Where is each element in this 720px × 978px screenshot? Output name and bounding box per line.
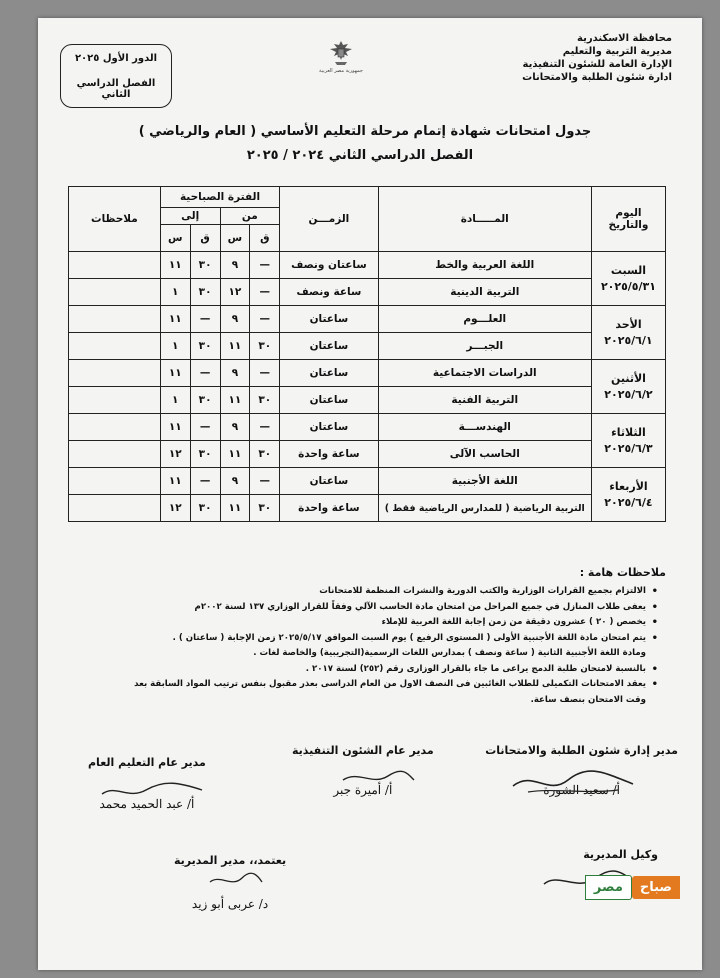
from-minutes-cell: — bbox=[250, 468, 280, 495]
watermark-logo bbox=[550, 872, 680, 902]
to-hours-cell: ١ bbox=[160, 333, 190, 360]
subject-cell: العلـــوم bbox=[378, 306, 591, 333]
document-subtitle: الفصل الدراسي الثاني ٢٠٢٤ / ٢٠٢٥ bbox=[246, 148, 474, 163]
note-continuation: وقت الامتحان بنصف ساعة. bbox=[530, 694, 646, 705]
table-row bbox=[69, 252, 666, 279]
from-minutes-cell: — bbox=[250, 414, 280, 441]
notes-cell bbox=[69, 252, 161, 279]
to-minutes-cell: ٣٠ bbox=[190, 441, 220, 468]
subject-cell: اللغة العربية والخط bbox=[378, 252, 591, 279]
to-minutes-cell: ٣٠ bbox=[190, 495, 220, 522]
from-minutes-cell: — bbox=[250, 360, 280, 387]
table-row bbox=[69, 333, 666, 360]
notes-cell bbox=[69, 387, 161, 414]
signature-name: أ/ أميرة جبر bbox=[333, 783, 393, 797]
duration-cell: ساعة واحدة bbox=[280, 441, 378, 468]
note-continuation: ومادة اللغة الأجنبية الثانية ( ساعة ونصف ) بمدارس اللغات الرسمية(التجريبية) والخاصة لغات . bbox=[253, 648, 646, 658]
from-hours-cell: ٩ bbox=[220, 306, 250, 333]
header-date: والتاريخ bbox=[608, 219, 649, 231]
to-minutes-cell: — bbox=[190, 414, 220, 441]
eagle-icon bbox=[326, 38, 356, 68]
notes-cell bbox=[69, 441, 161, 468]
to-minutes-cell: — bbox=[190, 360, 220, 387]
notes-cell bbox=[69, 306, 161, 333]
subject-cell: التربية الفنية bbox=[378, 387, 591, 414]
to-hours-cell: ١١ bbox=[160, 306, 190, 333]
note-item: • يعفى طلاب المنازل في جميع المراحل من امتحان مادة الحاسب الآلي وفقاً للقرار الوزاري ١٣٧ لسنة ٢٠٠٢م bbox=[78, 600, 658, 616]
to-hours-cell: ١١ bbox=[160, 360, 190, 387]
table-row bbox=[69, 306, 666, 333]
from-hours-cell: ١١ bbox=[220, 441, 250, 468]
duration-cell: ساعتان bbox=[280, 468, 378, 495]
day-cell bbox=[591, 252, 665, 306]
day-name: السبت bbox=[610, 263, 647, 277]
header-duration: الزمـــن bbox=[280, 187, 378, 252]
notes-cell bbox=[69, 414, 161, 441]
header-to: إلى bbox=[160, 208, 220, 225]
signature-name: أ/ سعيد الشورة bbox=[543, 783, 620, 797]
signature-title: يعتمد،، مدير المديرية bbox=[174, 854, 287, 867]
duration-cell: ساعتان ونصف bbox=[280, 252, 378, 279]
notes-heading: ملاحظات هامة : bbox=[579, 566, 666, 579]
to-minutes-cell: ٣٠ bbox=[190, 333, 220, 360]
to-hours-cell: ١١ bbox=[160, 252, 190, 279]
notes-cell bbox=[69, 279, 161, 306]
signature-title: مدير عام الشئون التنفيذية bbox=[292, 744, 434, 757]
subject-cell: الجبـــر bbox=[378, 333, 591, 360]
note-item: • بالنسبة لامتحان طلبة الدمج يراعى ما جاء بالقرار الوزارى رقم (٢٥٢) لسنة ٢٠١٧ . bbox=[78, 662, 658, 678]
document-title: جدول امتحانات شهادة إتمام مرحلة التعليم الأساسي ( العام والرياضي ) bbox=[138, 124, 592, 139]
table-row bbox=[69, 468, 666, 495]
from-hours-cell: ٩ bbox=[220, 252, 250, 279]
exam-round-box bbox=[60, 44, 172, 108]
duration-cell: ساعة واحدة bbox=[280, 495, 378, 522]
header-to-hours: س bbox=[160, 225, 190, 252]
subject-cell: التربية الدينية bbox=[378, 279, 591, 306]
subject-cell: الحاسب الآلى bbox=[378, 441, 591, 468]
from-minutes-cell: ٣٠ bbox=[250, 495, 280, 522]
to-minutes-cell: ٣٠ bbox=[190, 279, 220, 306]
from-hours-cell: ١١ bbox=[220, 495, 250, 522]
exam-round-label: الدور الأول ٢٠٢٥ bbox=[74, 53, 158, 64]
table-row bbox=[69, 360, 666, 387]
duration-cell: ساعتان bbox=[280, 414, 378, 441]
day-date: ٢٠٢٥/٦/١ bbox=[604, 333, 653, 347]
exam-schedule-table bbox=[68, 186, 666, 522]
table-row bbox=[69, 495, 666, 522]
from-hours-cell: ١١ bbox=[220, 387, 250, 414]
day-date: ٢٠٢٥/٦/٣ bbox=[604, 441, 653, 455]
header-day-date bbox=[591, 187, 665, 252]
from-minutes-cell: ٣٠ bbox=[250, 333, 280, 360]
to-hours-cell: ١٢ bbox=[160, 495, 190, 522]
signature-title: مدير إدارة شئون الطلبة والامتحانات bbox=[485, 744, 678, 757]
to-minutes-cell: — bbox=[190, 468, 220, 495]
logo-part-1: صباح bbox=[632, 876, 680, 899]
from-minutes-cell: — bbox=[250, 279, 280, 306]
to-minutes-cell: ٣٠ bbox=[190, 387, 220, 414]
table-row bbox=[69, 414, 666, 441]
table-row bbox=[69, 279, 666, 306]
day-date: ٢٠٢٥/٥/٣١ bbox=[600, 279, 656, 293]
from-hours-cell: ١١ bbox=[220, 333, 250, 360]
to-hours-cell: ١٢ bbox=[160, 441, 190, 468]
from-hours-cell: ٩ bbox=[220, 414, 250, 441]
subject-cell: الدراسات الاجتماعية bbox=[378, 360, 591, 387]
table-row bbox=[69, 387, 666, 414]
to-hours-cell: ١ bbox=[160, 387, 190, 414]
semester-label: الفصل الدراسي الثاني bbox=[76, 78, 156, 100]
note-item: • يخصص ( ٢٠ ) عشرون دقيقة من زمن إجابة اللغة العربية للإملاء bbox=[78, 615, 658, 631]
note-item: • الالتزام بجميع القرارات الوزارية والكتب الدورية والنشرات المنظمة للامتحانات bbox=[78, 584, 658, 600]
subject-cell: الهندســـة bbox=[378, 414, 591, 441]
admin-exams-label: ادارة شئون الطلبة والامتحانات bbox=[522, 72, 672, 83]
day-name: الأربعاء bbox=[609, 479, 648, 493]
signature-deputy bbox=[583, 848, 658, 861]
header-from-hours: س bbox=[220, 225, 250, 252]
from-hours-cell: ١٢ bbox=[220, 279, 250, 306]
day-cell bbox=[591, 306, 665, 360]
from-minutes-cell: — bbox=[250, 252, 280, 279]
directorate-label: مديرية التربية والتعليم bbox=[562, 46, 672, 57]
signature-scribble bbox=[338, 766, 418, 788]
signature-scribble bbox=[98, 778, 208, 804]
signature-title: وكيل المديرية bbox=[583, 848, 658, 861]
notes-cell bbox=[69, 468, 161, 495]
header-from: من bbox=[220, 208, 280, 225]
signature-title: مدير عام التعليم العام bbox=[88, 756, 206, 769]
duration-cell: ساعتان bbox=[280, 360, 378, 387]
duration-cell: ساعتان bbox=[280, 306, 378, 333]
day-date: ٢٠٢٥/٦/٤ bbox=[604, 495, 653, 509]
duration-cell: ساعة ونصف bbox=[280, 279, 378, 306]
day-name: الأحد bbox=[615, 317, 642, 331]
duration-cell: ساعتان bbox=[280, 387, 378, 414]
day-cell bbox=[591, 468, 665, 522]
header-authority-block bbox=[522, 32, 672, 84]
logo-part-2: مصر bbox=[585, 875, 632, 900]
exam-schedule-document bbox=[38, 18, 702, 970]
header-to-minutes: ق bbox=[190, 225, 220, 252]
header-morning-period: الفترة الصباحية bbox=[160, 187, 279, 208]
from-minutes-cell: ٣٠ bbox=[250, 441, 280, 468]
emblem-caption: جمهورية مصر العربية bbox=[319, 68, 363, 74]
signature-scribble bbox=[508, 766, 638, 800]
notes-cell bbox=[69, 360, 161, 387]
day-name: الأثنين bbox=[610, 371, 646, 385]
signature-name: أ/ عبد الحميد محمد bbox=[99, 797, 195, 811]
header-day: اليوم bbox=[615, 207, 642, 219]
from-minutes-cell: ٣٠ bbox=[250, 387, 280, 414]
to-hours-cell: ١١ bbox=[160, 468, 190, 495]
from-hours-cell: ٩ bbox=[220, 360, 250, 387]
subject-cell: التربية الرياضية ( للمدارس الرياضية فقط ) bbox=[378, 495, 591, 522]
day-date: ٢٠٢٥/٦/٢ bbox=[604, 387, 653, 401]
note-item: • يعقد الامتحانات التكميلى للطلاب الغائبين فى النصف الاول من العام الدراسى بعذر مقبول بنفس ترتيب المواد السابقة بعد bbox=[78, 677, 658, 693]
to-minutes-cell: — bbox=[190, 306, 220, 333]
from-hours-cell: ٩ bbox=[220, 468, 250, 495]
header-notes: ملاحظات bbox=[69, 187, 161, 252]
signature-scribble bbox=[206, 870, 266, 890]
header-from-minutes: ق bbox=[250, 225, 280, 252]
notes-cell bbox=[69, 495, 161, 522]
governorate-label: محافظة الاسكندرية bbox=[577, 33, 672, 44]
admin-exec-label: الإدارة العامة للشئون التنفيذية bbox=[522, 59, 672, 70]
to-hours-cell: ١١ bbox=[160, 414, 190, 441]
day-name: الثلاثاء bbox=[611, 425, 646, 439]
header-subject: المـــــادة bbox=[378, 187, 591, 252]
from-minutes-cell: — bbox=[250, 306, 280, 333]
day-cell bbox=[591, 360, 665, 414]
subject-cell: اللغة الأجنبية bbox=[378, 468, 591, 495]
note-item: • يتم امتحان مادة اللغة الأجنبية الأولى ( المستوى الرفيع ) يوم السبت الموافق ٢٠٢٥/٥/١٧ زمن الإجابة ( ساعتان ) . bbox=[78, 631, 658, 647]
day-cell bbox=[591, 414, 665, 468]
table-row bbox=[69, 441, 666, 468]
signature-name: د/ عربى أبو زيد bbox=[191, 897, 269, 911]
to-minutes-cell: ٣٠ bbox=[190, 252, 220, 279]
notes-cell bbox=[69, 333, 161, 360]
eagle-emblem bbox=[316, 38, 366, 74]
duration-cell: ساعتان bbox=[280, 333, 378, 360]
to-hours-cell: ١ bbox=[160, 279, 190, 306]
notes-list bbox=[78, 584, 658, 708]
